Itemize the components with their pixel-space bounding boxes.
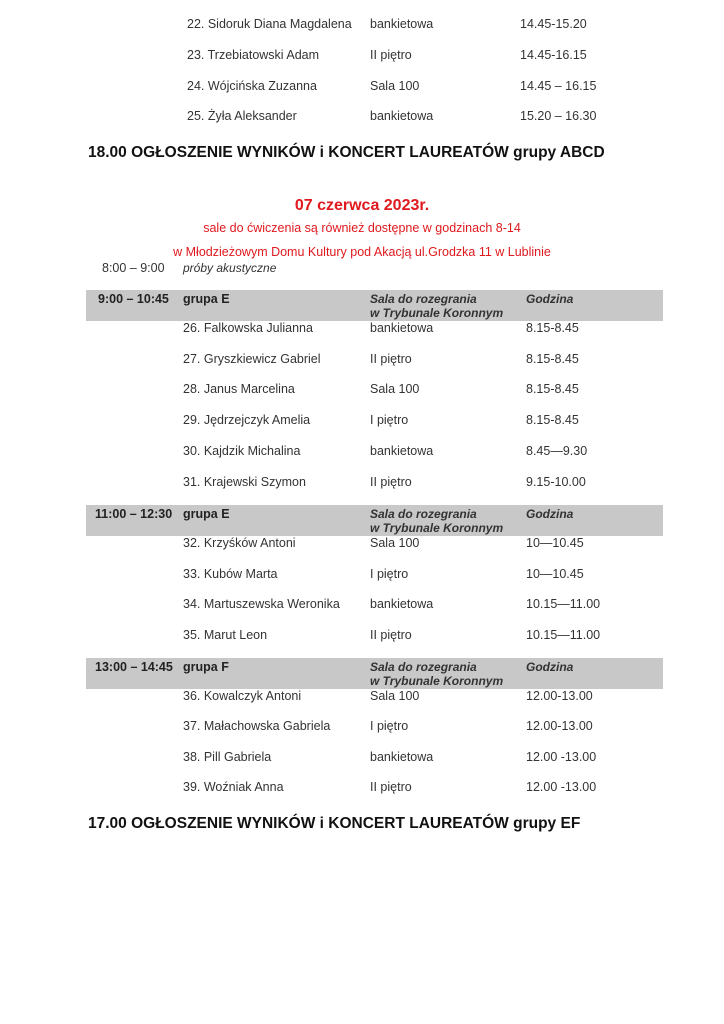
room: Sala 100 — [370, 689, 420, 703]
room: I piętro — [370, 719, 409, 733]
time-slot: 15.20 – 16.30 — [520, 109, 597, 123]
room: bankietowa — [370, 109, 434, 123]
room: I piętro — [370, 413, 409, 427]
participant-name: 22. Sidoruk Diana Magdalena — [187, 17, 352, 31]
time-slot: 8.15-8.45 — [526, 413, 579, 427]
participant-name: 24. Wójcińska Zuzanna — [187, 79, 317, 93]
participant-name: 32. Krzyśków Antoni — [183, 536, 296, 550]
participant-name: 33. Kubów Marta — [183, 567, 278, 581]
sound-check-time: 8:00 – 9:00 — [102, 261, 165, 275]
time-column-header: Godzina — [526, 292, 574, 306]
room-column-header — [370, 292, 503, 320]
time-column-header: Godzina — [526, 507, 574, 521]
block-group: grupa F — [183, 660, 229, 674]
participant-name: 29. Jędrzejczyk Amelia — [183, 413, 311, 427]
time-slot: 12.00-13.00 — [526, 689, 593, 703]
time-slot: 9.15-10.00 — [526, 475, 586, 489]
room: bankietowa — [370, 444, 434, 458]
room-header-line1: Sala do rozegrania — [370, 507, 477, 521]
participant-name: 37. Małachowska Gabriela — [183, 719, 331, 733]
room: II piętro — [370, 628, 412, 642]
time-slot: 8.45—9.30 — [526, 444, 588, 458]
time-slot: 8.15-8.45 — [526, 321, 579, 335]
room: Sala 100 — [370, 79, 420, 93]
time-slot: 10—10.45 — [526, 567, 584, 581]
room: II piętro — [370, 352, 412, 366]
time-slot: 12.00-13.00 — [526, 719, 593, 733]
participant-name: 31. Krajewski Szymon — [183, 475, 306, 489]
room-header-line1: Sala do rozegrania — [370, 292, 477, 306]
participant-name: 39. Woźniak Anna — [183, 780, 284, 794]
time-slot: 8.15-8.45 — [526, 352, 579, 366]
room: bankietowa — [370, 597, 434, 611]
block-group: grupa E — [183, 507, 230, 521]
room-header-line2: w Trybunale Koronnym — [370, 674, 504, 688]
time-slot: 10.15—11.00 — [526, 628, 601, 642]
participant-name: 35. Marut Leon — [183, 628, 268, 642]
room-column-header — [370, 507, 503, 535]
room: bankietowa — [370, 321, 434, 335]
participant-name: 38. Pill Gabriela — [183, 750, 272, 764]
participant-name: 28. Janus Marcelina — [183, 382, 295, 396]
room-header-line2: w Trybunale Koronnym — [370, 521, 504, 535]
time-slot: 12.00 -13.00 — [526, 750, 597, 764]
announcement-results-abcd: 18.00 OGŁOSZENIE WYNIKÓW i KONCERT LAUREATÓW grupy ABCD — [88, 144, 605, 161]
time-slot: 8.15-8.45 — [526, 382, 579, 396]
time-slot: 10.15—11.00 — [526, 597, 601, 611]
block-time: 9:00 – 10:45 — [98, 292, 169, 306]
participant-name: 26. Falkowska Julianna — [183, 321, 313, 335]
room: Sala 100 — [370, 536, 420, 550]
day-date: 07 czerwca 2023r. — [294, 197, 430, 214]
practice-rooms-location: w Młodzieżowym Domu Kultury pod Akacją ul.Grodzka 11 w Lublinie — [173, 245, 551, 259]
block-time: 13:00 – 14:45 — [95, 660, 173, 674]
room: II piętro — [370, 780, 412, 794]
time-slot: 14.45-15.20 — [520, 17, 587, 31]
sound-check-label: próby akustyczne — [183, 261, 277, 275]
participant-name: 30. Kajdzik Michalina — [183, 444, 301, 458]
room: Sala 100 — [370, 382, 420, 396]
room: II piętro — [370, 475, 412, 489]
time-slot: 12.00 -13.00 — [526, 780, 597, 794]
time-slot: 14.45 – 16.15 — [520, 79, 597, 93]
time-slot: 10—10.45 — [526, 536, 584, 550]
time-column-header: Godzina — [526, 660, 574, 674]
announcement-results-ef: 17.00 OGŁOSZENIE WYNIKÓW i KONCERT LAUREATÓW grupy EF — [88, 815, 581, 832]
time-slot: 14.45-16.15 — [520, 48, 587, 62]
participant-name: 25. Żyła Aleksander — [187, 109, 297, 123]
room: bankietowa — [370, 750, 434, 764]
practice-rooms-note: sale do ćwiczenia są również dostępne w godzinach 8-14 — [203, 221, 521, 235]
participant-name: 23. Trzebiatowski Adam — [187, 48, 320, 62]
room-header-line2: w Trybunale Koronnym — [370, 306, 504, 320]
room: bankietowa — [370, 17, 434, 31]
room-column-header — [370, 660, 503, 688]
block-group: grupa E — [183, 292, 230, 306]
room-header-line1: Sala do rozegrania — [370, 660, 477, 674]
participant-name: 36. Kowalczyk Antoni — [183, 689, 302, 703]
participant-name: 27. Gryszkiewicz Gabriel — [183, 352, 321, 366]
block-time: 11:00 – 12:30 — [95, 507, 173, 521]
room: I piętro — [370, 567, 409, 581]
room: II piętro — [370, 48, 412, 62]
participant-name: 34. Martuszewska Weronika — [183, 597, 340, 611]
